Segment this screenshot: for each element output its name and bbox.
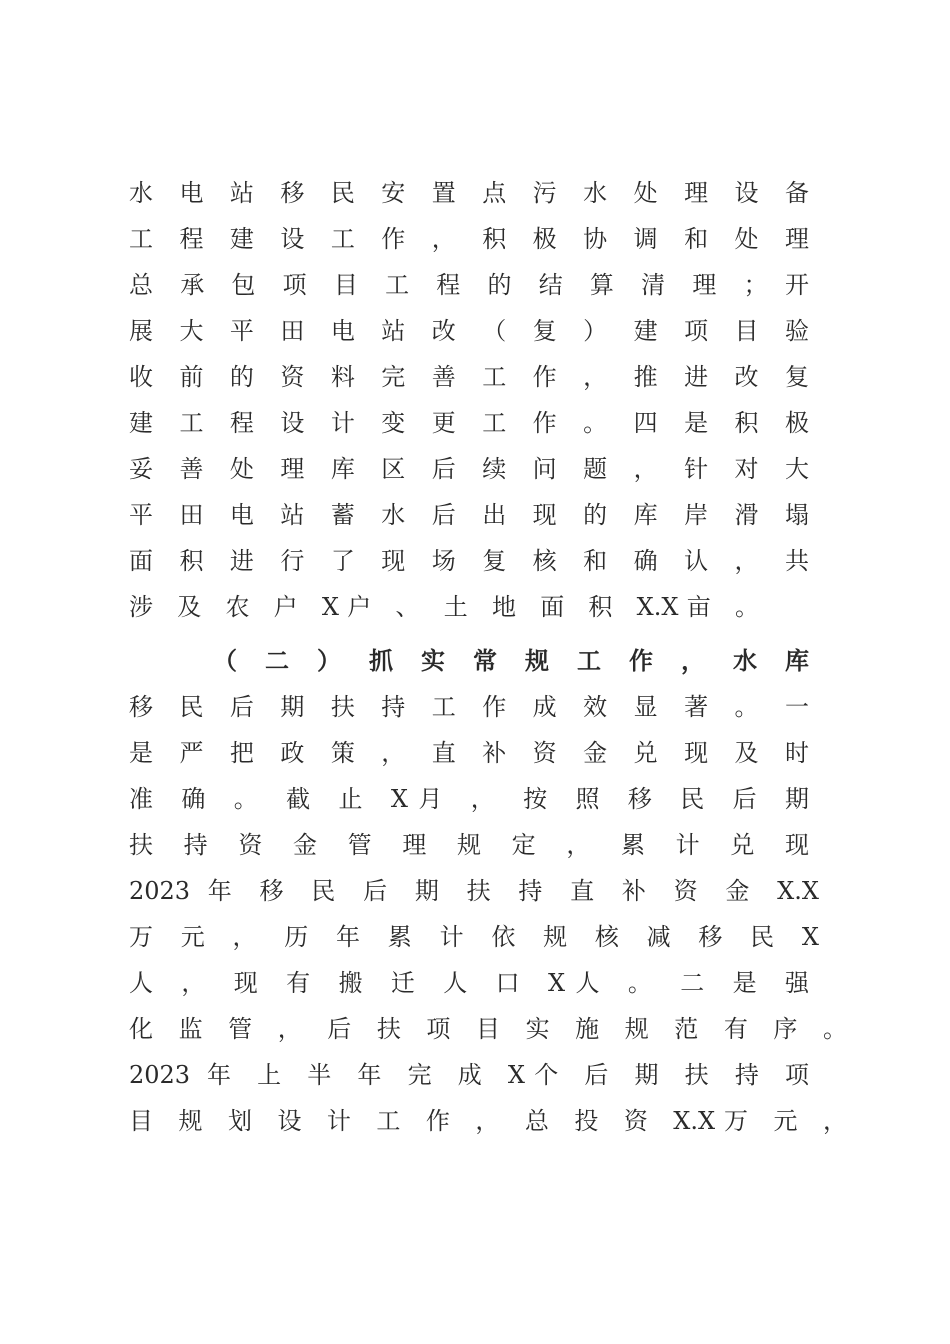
text-line: 目 规 划 设 计 工 作 ， 总 投 资 X.X万 元 ， <box>129 1107 847 1135</box>
text-line: 是 严 把 政 策 ， 直 补 资 金 兑 现 及 时 <box>129 739 809 767</box>
text-line: 建 工 程 设 计 变 更 工 作 。 四 是 积 极 <box>129 409 809 437</box>
section-heading-line: （ 二 ） 抓 实 常 规 工 作 ， 水 库 <box>213 646 809 675</box>
text-line: 万 元 ， 历 年 累 计 依 规 核 减 移 民 X <box>129 923 819 951</box>
text-line: 准 确 。 截 止 X月 ， 按 照 移 民 后 期 <box>129 785 809 813</box>
text-line: 扶 持 资 金 管 理 规 定 ， 累 计 兑 现 <box>129 831 809 859</box>
text-line: 2023 年 移 民 后 期 扶 持 直 补 资 金 X.X <box>129 877 819 905</box>
text-line: 涉 及 农 户 X户 、 土 地 面 积 X.X亩 。 <box>129 593 759 621</box>
text-line: 展 大 平 田 电 站 改 （ 复 ） 建 项 目 验 <box>129 317 809 345</box>
text-line: 妥 善 处 理 库 区 后 续 问 题 ， 针 对 大 <box>129 455 809 483</box>
section-heading-line: 移 民 后 期 扶 持 工 作 成 效 显 著 。 一 <box>129 693 809 721</box>
text-line: 平 田 电 站 蓄 水 后 出 现 的 库 岸 滑 塌 <box>129 501 809 529</box>
text-line: 总 承 包 项 目 工 程 的 结 算 清 理 ； 开 <box>129 271 809 299</box>
text-line: 面 积 进 行 了 现 场 复 核 和 确 认 ， 共 <box>129 547 809 575</box>
text-line: 2023 年 上 半 年 完 成 X个 后 期 扶 持 项 <box>129 1061 809 1089</box>
text-line: 工 程 建 设 工 作 ， 积 极 协 调 和 处 理 <box>129 225 809 253</box>
text-line: 化 监 管 ， 后 扶 项 目 实 施 规 范 有 序 。 <box>129 1015 847 1043</box>
text-line: 人 ， 现 有 搬 迁 人 口 X人 。 二 是 强 <box>129 969 809 997</box>
text-line: 水 电 站 移 民 安 置 点 污 水 处 理 设 备 <box>129 179 809 207</box>
text-line: 收 前 的 资 料 完 善 工 作 ， 推 进 改 复 <box>129 363 809 391</box>
